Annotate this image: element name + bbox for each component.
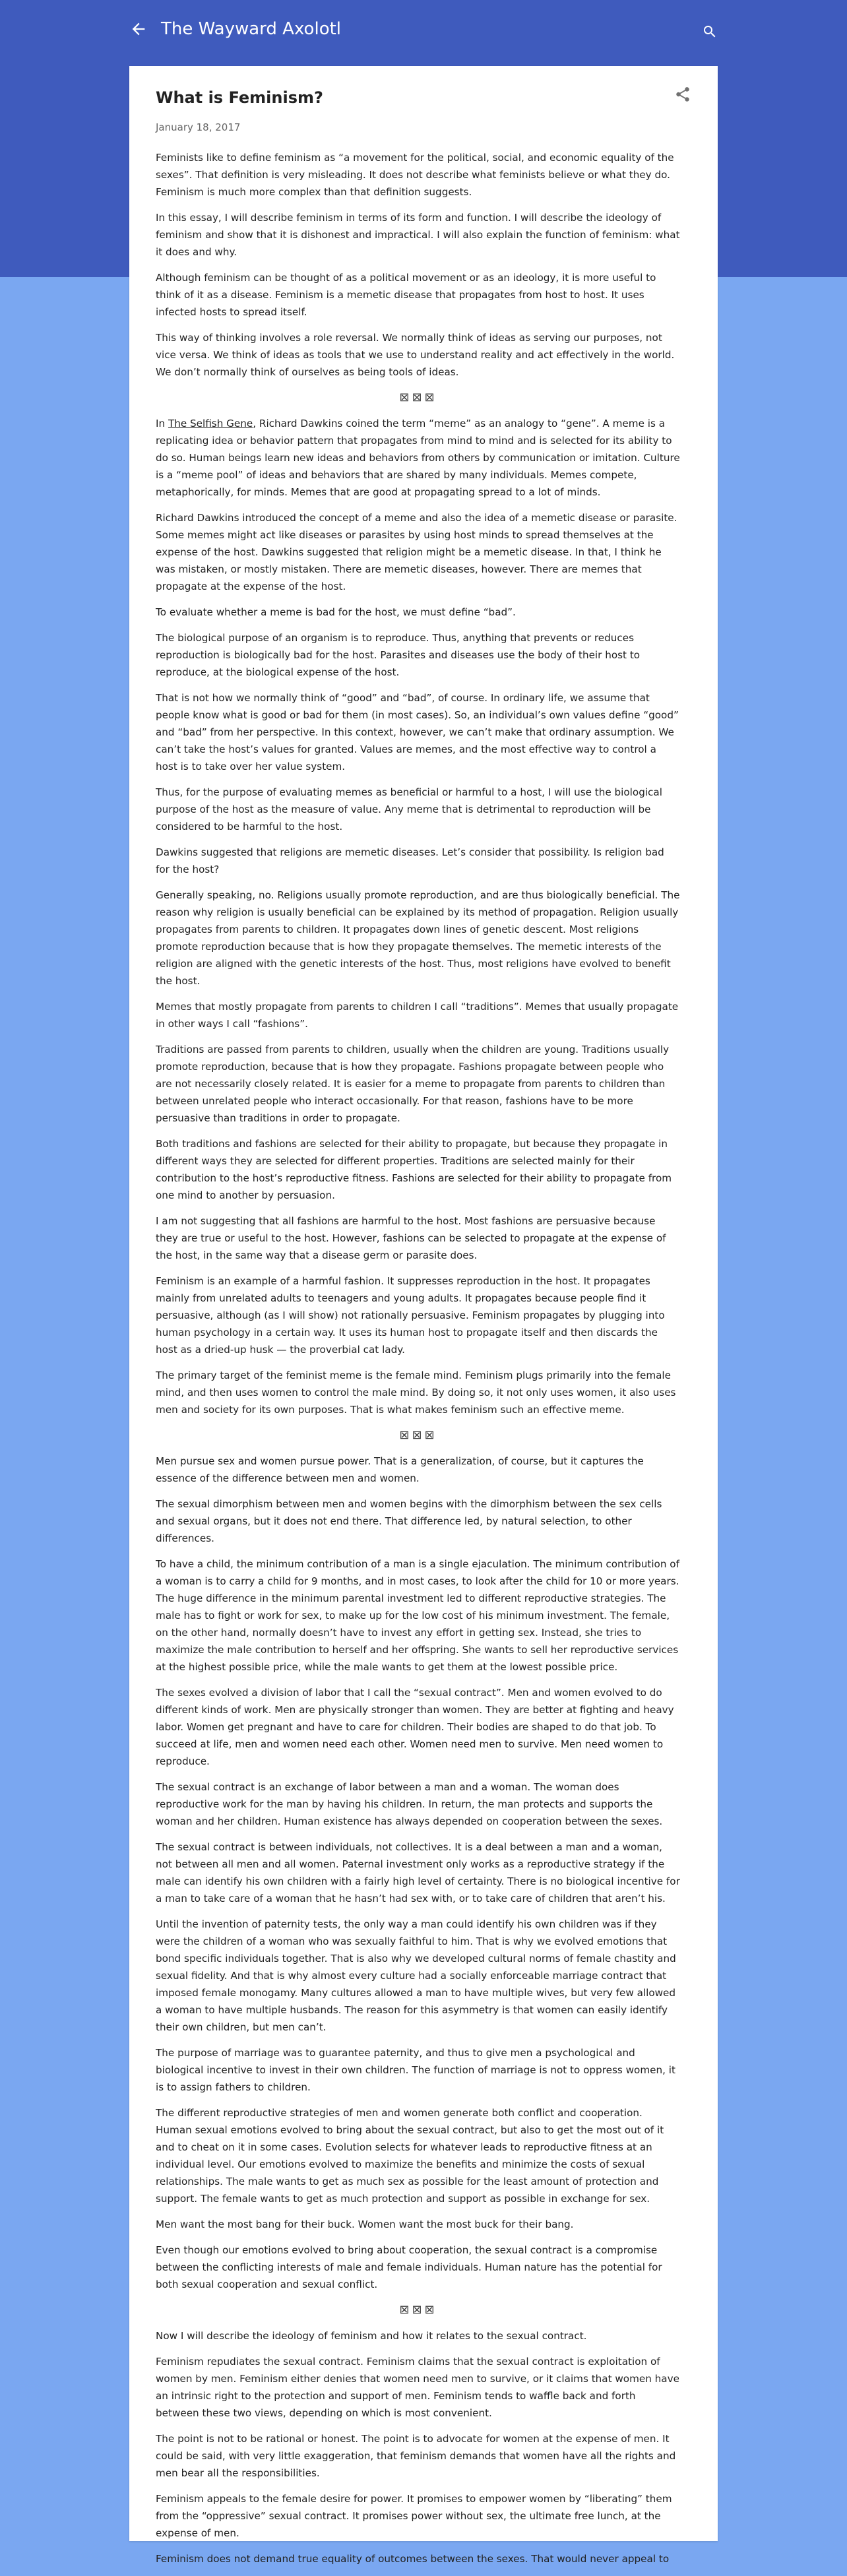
post-title: What is Feminism?	[156, 88, 323, 107]
paragraph: The biological purpose of an organism is to reproduce. Thus, anything that prevents or reduces reproduction is biologically bad for the host. Parasites and diseases use the body of their host to reproduce, at the biological expense of the host.	[156, 632, 641, 678]
paragraph: Even though our emotions evolved to bring about cooperation, the sexual contract is a compromise between the conflicting interests of male and female individuals. Human nature has the potential for both sexual cooperation and sexual conflict.	[156, 2244, 662, 2290]
paragraph: Traditions are passed from parents to children, usually when the children are young. Traditions usually promote reproduction, because that is how they propagate. Fashions propagate between people who are not necessarily closely related. It is easier for a meme to propagate from parents to children than between unrelated people who interact occasionally. For that reason, fashions have to be more persuasive than traditions in order to propagate.	[156, 1044, 670, 1124]
paragraph: Richard Dawkins introduced the concept of a meme and also the idea of a memetic disease or parasite. Some memes might act like diseases or parasites by using host minds to spread themselves at the expense of the host. Dawkins suggested that religion might be a memetic disease. In that, I think he was mistaken, or mostly mistaken. There are memetic diseases, however. There are memes that propagate at the expense of the host.	[156, 512, 677, 592]
paragraph: The sexual contract is an exchange of labor between a man and a woman. The woman does reproductive work for the man by having his children. In return, the man protects and supports the woman and her children. Human existence has always depended on cooperation between the sexes.	[156, 1781, 663, 1827]
section-separator: ⊠⊠⊠	[399, 2303, 437, 2317]
paragraph: In this essay, I will describe feminism in terms of its form and function. I will describe the ideology of feminism and show that it is dishonest and impractical. I will also explain the function of feminism: what it does and why.	[156, 212, 680, 258]
paragraph: Men want the most bang for their buck. Women want the most buck for their bang.	[156, 2218, 574, 2230]
book-link[interactable]: The Selfish Gene	[168, 418, 253, 429]
paragraph: Both traditions and fashions are selected for their ability to propagate, but because they propagate in different ways they are selected for different properties. Traditions are selected mainly for their contribution to the host’s reproductive fitness. Fashions are selected for their ability to propagate from one mind to another by persuasion.	[156, 1138, 672, 1201]
paragraph: Feminists like to define feminism as “a movement for the political, social, and economic equality of the sexes”. That definition is very misleading. It does not describe what feminists believe or what they do. Feminism is much more complex than that definition suggests.	[156, 152, 674, 198]
paragraph	[156, 415, 681, 501]
paragraph: Now I will describe the ideology of feminism and how it relates to the sexual contract.	[156, 2330, 587, 2342]
blog-title[interactable]: The Wayward Axolotl	[161, 19, 342, 39]
paragraph: The different reproductive strategies of men and women generate both conflict and cooperation. Human sexual emotions evolved to bring about the sexual contract, but also to get the most out of it and to cheat on it in some cases. Evolution selects for whatever leads to reproductive fitness at an individual level. Our emotions evolved to maximize the benefits and minimize the costs of sexual relationships. The male wants to get as much sex as possible for the least amount of protection and support. The female wants to get as much protection and support as possible in exchange for sex.	[156, 2107, 664, 2205]
paragraph: The sexual dimorphism between men and women begins with the dimorphism between the sex cells and sexual organs, but it does not end there. That difference led, by natural selection, to other differences.	[156, 1498, 662, 1544]
post-date: January 18, 2017	[156, 121, 241, 133]
paragraph: Feminism is an example of a harmful fashion. It suppresses reproduction in the host. It propagates mainly from unrelated adults to teenagers and young adults. It propagates because people find it persuasive, although (as I will show) not rationally persuasive. Feminism propagates by plugging into human psychology in a certain way. It uses its human host to propagate itself and then discards the host as a dried-up husk — the proverbial cat lady.	[156, 1275, 665, 1356]
paragraph: The primary target of the feminist meme is the female mind. Feminism plugs primarily into the female mind, and then uses women to control the male mind. By doing so, it not only uses women, it also uses men and society for its own purposes. That is what makes feminism such an effective meme.	[156, 1369, 676, 1416]
post-body	[156, 149, 681, 2576]
arrow-left-icon[interactable]	[129, 20, 148, 38]
paragraph: Until the invention of paternity tests, the only way a man could identify his own children was if they were the children of a woman who was sexually faithful to him. That is why we evolved emotions that bond specific individuals together. That is also why we developed cultural norms of female chastity and sexual fidelity. And that is why almost every culture had a socially enforceable marriage contract that imposed female monogamy. Many cultures allowed a man to have multiple wives, but very few allowed a woman to have multiple husbands. The reason for this asymmetry is that women can easily identify their own children, but men can’t.	[156, 1918, 676, 2033]
share-icon[interactable]	[674, 86, 691, 103]
paragraph-text: In	[156, 418, 168, 429]
paragraph: To have a child, the minimum contribution of a man is a single ejaculation. The minimum contribution of a woman is to carry a child for 9 months, and in most cases, to look after the child for 10 or more years. The huge difference in the minimum parental investment led to different reproductive strategies. The male has to fight or work for sex, to make up for the low cost of his minimum investment. The female, on the other hand, normally doesn’t have to invest any effort in getting sex. Instead, she tries to maximize the male contribution to herself and her offspring. She wants to sell her reproductive services at the highest possible price, while the male wants to get them at the lowest possible price.	[156, 1558, 679, 1673]
paragraph: Feminism repudiates the sexual contract. Feminism claims that the sexual contract is exploitation of women by men. Feminism either denies that women need men to survive, or it claims that women have an intrinsic right to the protection and support of men. Feminism tends to waffle back and forth between these two views, depending on which is most convenient.	[156, 2356, 679, 2419]
paragraph: The sexual contract is between individuals, not collectives. It is a deal between a man and a woman, not between all men and all women. Paternal investment only works as a reproductive strategy if the male can identify his own children with a fairly high level of certainty. There is no biological incentive for a man to take care of a woman that he hasn’t had sex with, or to take care of children that aren’t his.	[156, 1841, 680, 1904]
paragraph: To evaluate whether a meme is bad for the host, we must define “bad”.	[156, 606, 516, 618]
blog-header	[0, 0, 847, 63]
paragraph: I am not suggesting that all fashions are harmful to the host. Most fashions are persuasive because they are true or useful to the host. However, fashions can be selected to propagate at the expense of the host, in the same way that a disease germ or parasite does.	[156, 1215, 666, 1261]
paragraph: The point is not to be rational or honest. The point is to advocate for women at the expense of men. It could be said, with very little exaggeration, that feminism demands that women have all the rights and men bear all the responsibilities.	[156, 2433, 676, 2479]
paragraph: Feminism does not demand true equality of outcomes between the sexes. That would never appeal to	[156, 2553, 670, 2565]
paragraph: Feminism appeals to the female desire for power. It promises to empower women by “liberating” them from the “oppressive” sexual contract. It promises power without sex, the ultimate free lunch, at the expense of men.	[156, 2493, 672, 2539]
search-icon[interactable]	[702, 24, 718, 40]
paragraph: That is not how we normally think of “good” and “bad”, of course. In ordinary life, we assume that people know what is good or bad for them (in most cases). So, an individual’s own values define “good” and “bad” from her perspective. In this context, however, we can’t make that ordinary assumption. We can’t take the host’s values for granted. Values are memes, and the most effective way to control a host is to take over her value system.	[156, 692, 679, 772]
paragraph-text: , Richard Dawkins coined the term “meme” as an analogy to “gene”. A meme is a replicating idea or behavior pattern that propagates from mind to mind and is selected for its ability to do so. Human beings learn new ideas and behaviors from others by communication or imitation. Culture is a “meme pool” of ideas and behaviors that are shared by many individuals. Memes compete, metaphorically, for minds. Memes that are good at propagating spread to a lot of minds.	[156, 418, 680, 498]
section-separator: ⊠⊠⊠	[399, 1428, 437, 1442]
paragraph: The sexes evolved a division of labor that I call the “sexual contract”. Men and women evolved to do different kinds of work. Men are physically stronger than women. They are better at fighting and heavy labor. Women get pregnant and have to care for children. Their bodies are shaped to do that job. To succeed at life, men and women need each other. Women need men to survive. Men need women to reproduce.	[156, 1687, 674, 1767]
post-card	[129, 66, 718, 2565]
paragraph: Men pursue sex and women pursue power. That is a generalization, of course, but it captures the essence of the difference between men and women.	[156, 1455, 644, 1484]
section-separator: ⊠⊠⊠	[399, 391, 437, 404]
paragraph: The purpose of marriage was to guarantee paternity, and thus to give men a psychological and biological incentive to invest in their own children. The function of marriage is not to oppress women, it is to assign fathers to children.	[156, 2047, 675, 2093]
paragraph: Memes that mostly propagate from parents to children I call “traditions”. Memes that usually propagate in other ways I call “fashions”.	[156, 1001, 679, 1030]
paragraph: Generally speaking, no. Religions usually promote reproduction, and are thus biologically beneficial. The reason why religion is usually beneficial can be explained by its method of propagation. Religion usually propagates from parents to children. It propagates down lines of genetic descent. Most religions promote reproduction because that is how they propagate themselves. The memetic interests of the religion are aligned with the genetic interests of the host. Thus, most religions have evolved to benefit the host.	[156, 889, 680, 987]
paragraph: Although feminism can be thought of as a political movement or as an ideology, it is more useful to think of it as a disease. Feminism is a memetic disease that propagates from host to host. It uses infected hosts to spread itself.	[156, 272, 656, 318]
paragraph: Dawkins suggested that religions are memetic diseases. Let’s consider that possibility. Is religion bad for the host?	[156, 846, 664, 875]
paragraph: Thus, for the purpose of evaluating memes as beneficial or harmful to a host, I will use the biological purpose of the host as the measure of value. Any meme that is detrimental to reproduction will be considered to be harmful to the host.	[156, 786, 662, 832]
paragraph: This way of thinking involves a role reversal. We normally think of ideas as serving our purposes, not vice versa. We think of ideas as tools that we use to understand reality and act effectively in the world. We don’t normally think of ourselves as being tools of ideas.	[156, 332, 675, 378]
